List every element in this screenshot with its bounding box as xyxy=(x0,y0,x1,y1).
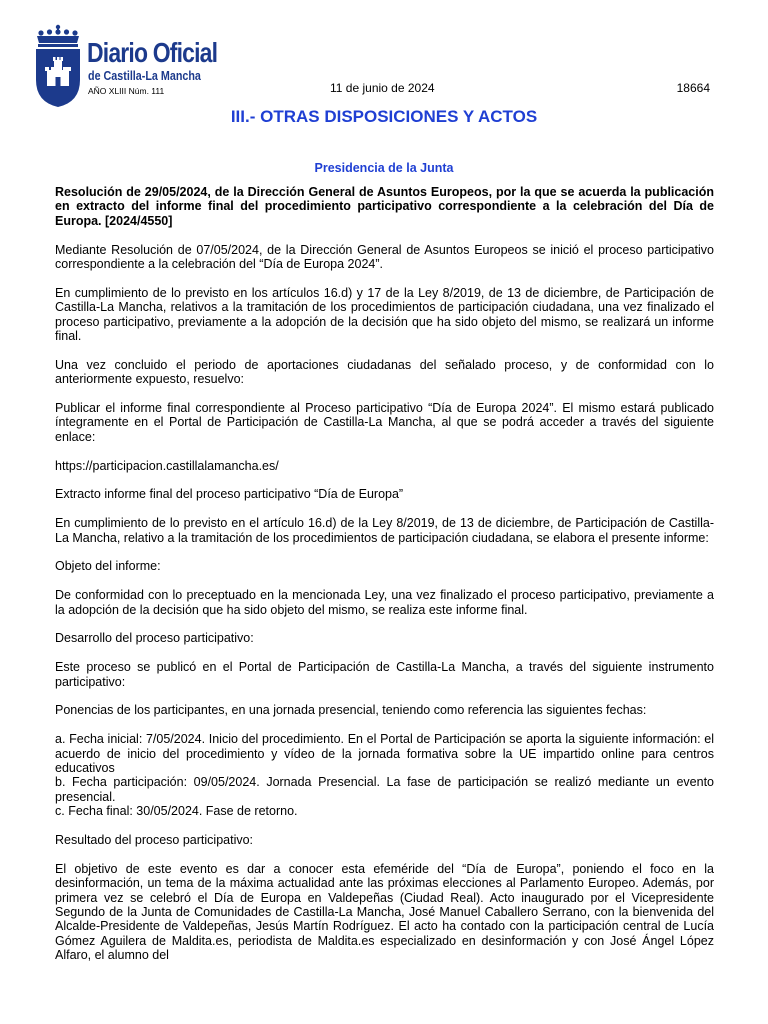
paragraph: De conformidad con lo preceptuado en la mencionada Ley, una vez finalizado el proceso participativo, previamente a la adopción de la decisión que ha sido objeto del mismo, se realiza este informe final. xyxy=(55,588,714,617)
subheading: Objeto del informe: xyxy=(55,559,161,574)
page-header xyxy=(0,0,768,110)
paragraph: Este proceso se publicó en el Portal de Participación de Castilla-La Mancha, a través del siguiente instrumento participativo: xyxy=(55,660,714,689)
extract-heading: Extracto informe final del proceso participativo “Día de Europa” xyxy=(55,487,404,502)
resolution-title: Resolución de 29/05/2024, de la Dirección General de Asuntos Europeos, por la que se acuerda la publicación en extracto del informe final del procedimiento participativo correspondiente a la celebración del Día de Europa. [2024/4550] xyxy=(55,185,714,228)
paragraph: En cumplimiento de lo previsto en el artículo 16.d) de la Ley 8/2019, de 13 de diciembre, de Participación de Castilla-La Mancha, relativo a la tramitación de los procedimientos de participación ciudadana, se elabora el presente informe: xyxy=(55,516,714,545)
brand-title: Diario Oficial xyxy=(87,37,218,68)
paragraph: Ponencias de los participantes, en una jornada presencial, teniendo como referencia las siguientes fechas: xyxy=(55,703,647,718)
page-number: 18664 xyxy=(676,81,710,95)
issuing-body: Presidencia de la Junta xyxy=(314,161,454,175)
brand-subtitle: de Castilla-La Mancha xyxy=(88,69,201,83)
issue-info: AÑO XLIII Núm. 111 xyxy=(88,86,165,96)
castilla-la-mancha-coat-of-arms-icon xyxy=(33,24,83,108)
subheading: Desarrollo del proceso participativo: xyxy=(55,631,254,646)
list-item: b. Fecha participación: 09/05/2024. Jornada Presencial. La fase de participación se realizó mediante un evento presencial. xyxy=(55,775,714,804)
list-item: c. Fecha final: 30/05/2024. Fase de retorno. xyxy=(55,804,298,819)
paragraph: El objetivo de este evento es dar a conocer esta efeméride del “Día de Europa”, poniendo el foco en la desinformación, un tema de la máxima actualidad ante las próximas elecciones al Parlamento Europeo. Además, por primera vez se celebró el Día de Europa en Valdepeñas (Ciudad Real). Acto inaugurado por el Vicepresidente Segundo de la Junta de Comunidades de Castilla-La Mancha, José Manuel Caballero Serrano, con la bienvenida del Alcalde-Presidente de Valdepeñas, Jesús Martín Rodríguez. El acto ha contado con la participación central de Lucía Gómez Aguilera de Maldita.es, periodista de Maldita.es especializado en desinformación y con José Ángel López Alfaro, el alumno del xyxy=(55,861,714,963)
paragraph: Mediante Resolución de 07/05/2024, de la Dirección General de Asuntos Europeos se inició el proceso participativo correspondiente a la celebración del “Día de Europa 2024”. xyxy=(55,242,714,272)
section-title: III.- OTRAS DISPOSICIONES Y ACTOS xyxy=(230,107,538,126)
paragraph: En cumplimiento de lo previsto en los artículos 16.d) y 17 de la Ley 8/2019, de 13 de diciembre, de Participación de Castilla-La Mancha, relativos a la tramitación de los procedimientos de participación ciudadana, una vez finalizado el proceso participativo, previamente a la adopción de la decisión que ha sido objeto del mismo, se realizará un informe final. xyxy=(55,285,714,344)
paragraph: Publicar el informe final correspondiente al Proceso participativo “Día de Europa 2024”. El mismo estará publicado íntegramente en el Portal de Participación de Castilla-La Mancha, al que se podrá acceder a través del siguiente enlace: xyxy=(55,401,714,444)
portal-link[interactable]: https://participacion.castillalamancha.es/ xyxy=(55,458,279,473)
list-item: a. Fecha inicial: 7/05/2024. Inicio del procedimiento. En el Portal de Participación se aporta la siguiente información: el acuerdo de inicio del procedimiento y vídeo de la jornada formativa sobre la UE impartido online para centros educativos xyxy=(55,732,714,776)
paragraph: Una vez concluido el periodo de aportaciones ciudadanas del señalado proceso, y de conformidad con lo anteriormente expuesto, resuelvo: xyxy=(55,357,714,387)
issue-date: 11 de junio de 2024 xyxy=(330,81,435,95)
document-body xyxy=(55,185,714,977)
subheading: Resultado del proceso participativo: xyxy=(55,833,254,848)
